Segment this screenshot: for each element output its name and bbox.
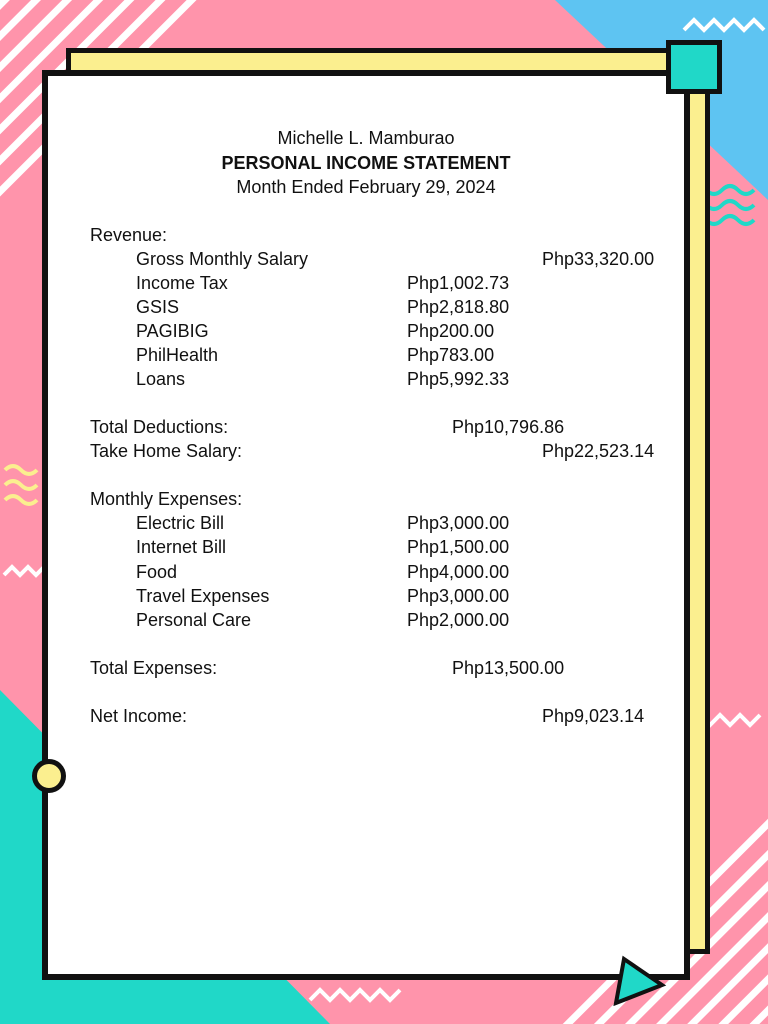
statement-title: PERSONAL INCOME STATEMENT	[221, 153, 511, 173]
gross-salary-value: Php33,320.00	[542, 249, 655, 269]
expenses-label: Monthly Expenses:	[90, 489, 243, 509]
statement-name: Michelle L. Mamburao	[277, 128, 455, 148]
deduction-label: PAGIBIG	[136, 321, 209, 341]
net-income-label: Net Income:	[90, 706, 188, 726]
expense-label: Travel Expenses	[136, 586, 270, 606]
expense-value: Php2,000.00	[407, 610, 510, 630]
take-home-value: Php22,523.14	[542, 441, 655, 461]
expense-value: Php3,000.00	[407, 586, 510, 606]
expense-label: Electric Bill	[136, 513, 225, 533]
net-income-value: Php9,023.14	[542, 706, 645, 726]
corner-square-decoration	[666, 40, 722, 94]
deduction-value: Php200.00	[407, 321, 495, 341]
deduction-label: GSIS	[136, 297, 180, 317]
expense-label: Food	[136, 562, 178, 582]
expense-value: Php1,500.00	[407, 537, 510, 557]
total-deductions-value: Php10,796.86	[452, 417, 565, 437]
triangle-decoration	[612, 955, 668, 1007]
total-expenses-label: Total Expenses:	[90, 658, 218, 678]
revenue-label: Revenue:	[90, 225, 168, 245]
deduction-value: Php783.00	[407, 345, 495, 365]
deduction-value: Php2,818.80	[407, 297, 510, 317]
deduction-label: PhilHealth	[136, 345, 219, 365]
total-expenses-value: Php13,500.00	[452, 658, 565, 678]
take-home-label: Take Home Salary:	[90, 441, 243, 461]
expense-label: Personal Care	[136, 610, 252, 630]
circle-decoration	[32, 759, 66, 793]
deduction-value: Php5,992.33	[407, 369, 510, 389]
deduction-label: Loans	[136, 369, 186, 389]
expense-value: Php4,000.00	[407, 562, 510, 582]
statement-period: Month Ended February 29, 2024	[236, 177, 496, 197]
deduction-value: Php1,002.73	[407, 273, 510, 293]
deduction-label: Income Tax	[136, 273, 228, 293]
expense-value: Php3,000.00	[407, 513, 510, 533]
gross-salary-label: Gross Monthly Salary	[136, 249, 309, 269]
expense-label: Internet Bill	[136, 537, 227, 557]
total-deductions-label: Total Deductions:	[90, 417, 229, 437]
